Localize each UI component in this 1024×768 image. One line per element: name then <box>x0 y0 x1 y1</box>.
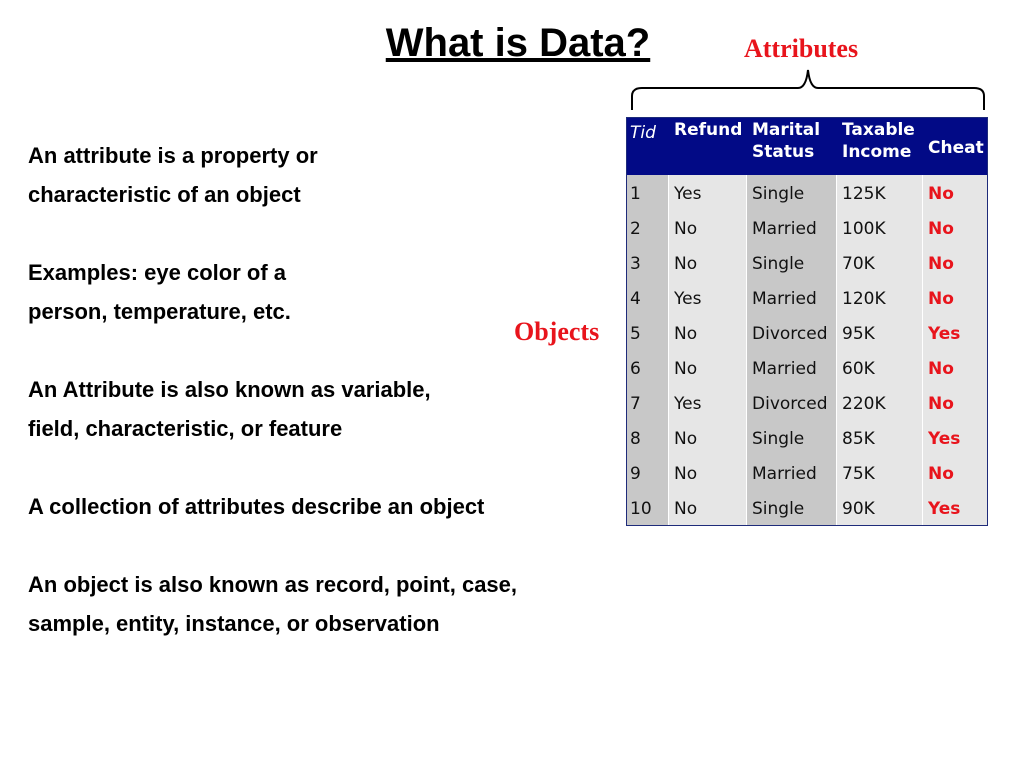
paragraph-line: person, temperature, etc. <box>28 299 291 324</box>
paragraph-line: An Attribute is also known as variable, <box>28 377 431 402</box>
objects-label: Objects <box>514 317 600 346</box>
header-text: Tid <box>630 123 656 143</box>
paragraph-line: A collection of attributes describe an object <box>28 494 485 519</box>
cell-taxable-income: 70K <box>842 254 875 274</box>
cell-marital-status: Married <box>752 359 817 379</box>
cell-taxable-income: 75K <box>842 464 875 484</box>
cell-refund: Yes <box>674 289 702 309</box>
cell-cheat: No <box>928 464 954 484</box>
paragraph <box>28 565 618 643</box>
paragraph <box>28 253 618 331</box>
header-cheat <box>928 118 987 175</box>
header-text: Status <box>752 142 815 162</box>
paragraph-line: An attribute is a property or <box>28 143 318 168</box>
paragraph-line: sample, entity, instance, or observation <box>28 611 440 636</box>
header-text: Cheat <box>928 138 984 158</box>
header-tid <box>630 118 669 175</box>
cell-taxable-income: 95K <box>842 324 875 344</box>
cell-tid: 9 <box>630 464 641 484</box>
cell-refund: Yes <box>674 184 702 204</box>
cell-refund: No <box>674 429 698 449</box>
cell-refund: No <box>674 254 698 274</box>
cell-cheat: No <box>928 289 954 309</box>
attributes-brace <box>628 66 988 114</box>
cell-cheat: Yes <box>928 324 961 344</box>
cell-refund: Yes <box>674 394 702 414</box>
cell-marital-status: Married <box>752 289 817 309</box>
attributes-label: Attributes <box>744 34 859 63</box>
page-title: What is Data? <box>385 21 651 65</box>
cell-tid: 10 <box>630 499 652 519</box>
cell-tid: 8 <box>630 429 641 449</box>
cell-refund: No <box>674 219 698 239</box>
cell-marital-status: Divorced <box>752 324 828 344</box>
cell-marital-status: Single <box>752 254 805 274</box>
cell-refund: No <box>674 464 698 484</box>
header-text: Taxable <box>842 120 915 140</box>
cell-cheat: Yes <box>928 429 961 449</box>
cell-marital-status: Married <box>752 464 817 484</box>
paragraph <box>28 487 618 526</box>
paragraph-line: field, characteristic, or feature <box>28 416 343 441</box>
cell-marital-status: Single <box>752 499 805 519</box>
cell-tid: 4 <box>630 289 641 309</box>
paragraph <box>28 136 618 214</box>
header-refund <box>674 118 747 175</box>
cell-marital-status: Single <box>752 429 805 449</box>
cell-cheat: No <box>928 394 954 414</box>
cell-cheat: No <box>928 184 954 204</box>
cell-taxable-income: 60K <box>842 359 875 379</box>
paragraph <box>28 370 618 448</box>
header-text: Marital <box>752 120 821 140</box>
table-header <box>627 118 987 175</box>
header-marital-status <box>752 118 837 175</box>
cell-tid: 2 <box>630 219 641 239</box>
cell-marital-status: Married <box>752 219 817 239</box>
body-text <box>28 136 618 682</box>
cell-cheat: No <box>928 219 954 239</box>
data-table <box>626 117 988 526</box>
cell-tid: 7 <box>630 394 641 414</box>
cell-tid: 1 <box>630 184 641 204</box>
paragraph-line: characteristic of an object <box>28 182 301 207</box>
cell-taxable-income: 85K <box>842 429 875 449</box>
cell-cheat: Yes <box>928 499 961 519</box>
cell-tid: 3 <box>630 254 641 274</box>
header-text: Refund <box>674 120 743 140</box>
cell-marital-status: Single <box>752 184 805 204</box>
cell-taxable-income: 100K <box>842 219 886 239</box>
cell-taxable-income: 90K <box>842 499 875 519</box>
cell-refund: No <box>674 359 698 379</box>
cell-marital-status: Divorced <box>752 394 828 414</box>
cell-taxable-income: 120K <box>842 289 886 309</box>
cell-taxable-income: 125K <box>842 184 886 204</box>
cell-refund: No <box>674 324 698 344</box>
cell-cheat: No <box>928 254 954 274</box>
cell-cheat: No <box>928 359 954 379</box>
paragraph-line: An object is also known as record, point, case, <box>28 572 518 597</box>
header-taxable-income <box>842 118 923 175</box>
cell-taxable-income: 220K <box>842 394 886 414</box>
header-text: Income <box>842 142 912 162</box>
cell-tid: 6 <box>630 359 641 379</box>
paragraph-line: Examples: eye color of a <box>28 260 286 285</box>
cell-refund: No <box>674 499 698 519</box>
cell-tid: 5 <box>630 324 641 344</box>
